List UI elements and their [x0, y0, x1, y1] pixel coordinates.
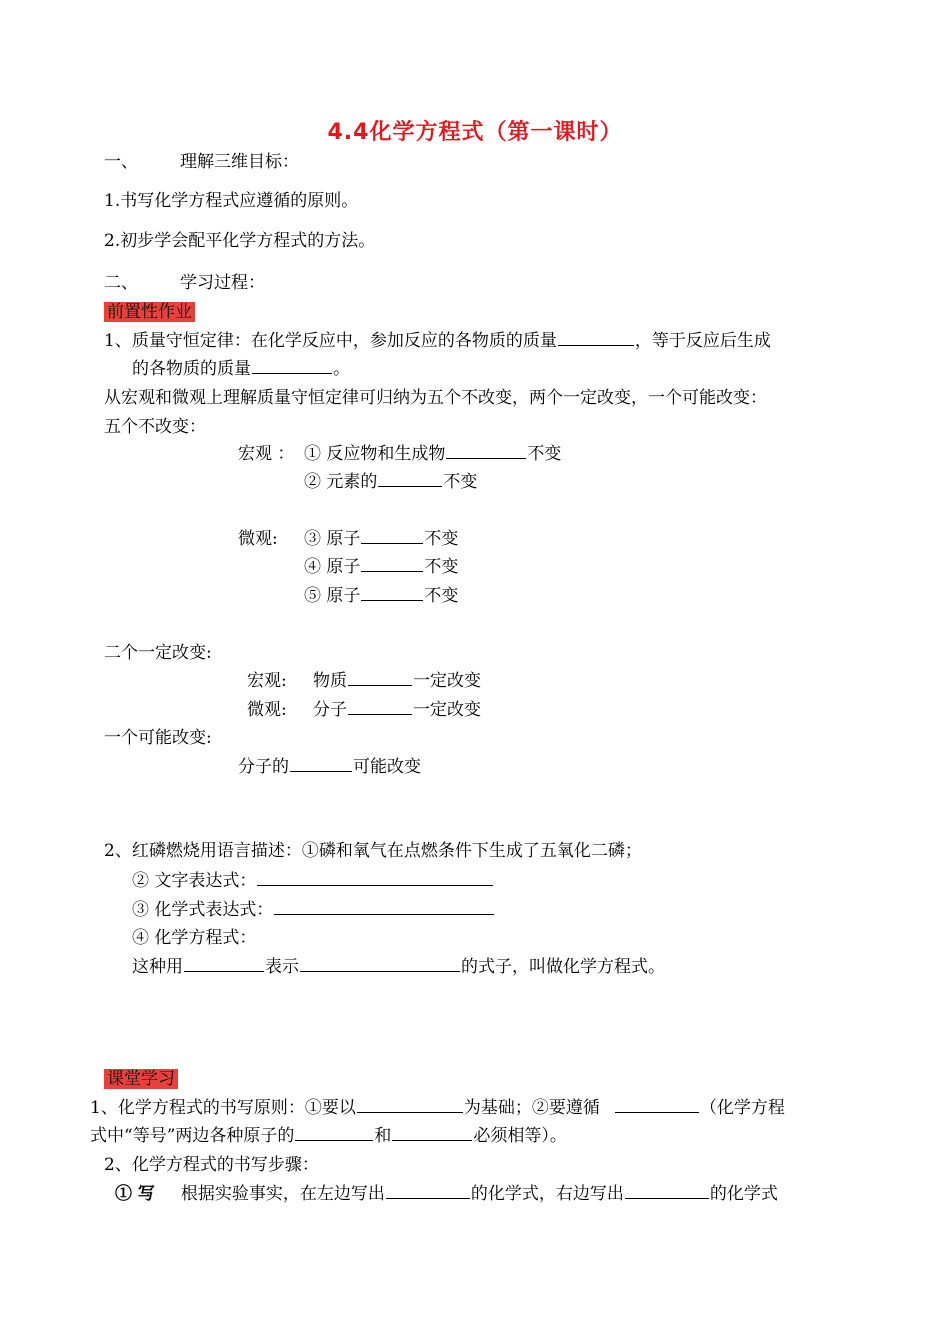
definition-text-a: 这种用	[132, 957, 183, 977]
blank-products[interactable]	[625, 1182, 709, 1199]
blank-atom-kind[interactable]	[295, 1124, 373, 1141]
possible-change-text: 分子的	[238, 757, 289, 777]
question-2-description: 2、红磷燃烧用语言描述：①磷和氧气在点燃条件下生成了五氧化二磷；	[104, 841, 642, 861]
unchanged-item-2-text: ② 元素的	[304, 472, 378, 492]
formula-expression-label: ③ 化学式表达式：	[132, 900, 274, 920]
changed-micro-text: 分子	[313, 700, 347, 720]
word-equation-line	[132, 869, 494, 893]
section-one-number: 一、	[104, 152, 138, 172]
writing-step-text-c: 的化学式	[709, 1184, 778, 1204]
macro-label: 宏观 ：	[238, 444, 295, 464]
question-1-line-2	[132, 357, 350, 381]
changed-micro-label: 微观:	[247, 700, 287, 720]
unchanged-item-4-text: ④ 原子	[304, 557, 361, 577]
writing-step-number: ① 写	[115, 1184, 155, 1204]
unchanged-item-1-suffix: 不变	[527, 444, 562, 464]
blank-definition-1[interactable]	[184, 955, 264, 972]
blank-law[interactable]	[615, 1096, 699, 1113]
blank-unchanged-4[interactable]	[361, 555, 423, 572]
changed-macro-item	[313, 669, 481, 693]
section-two-number: 二、	[104, 273, 138, 293]
question-1-text-c: 的各物质的质量	[132, 359, 251, 379]
blank-definition-2[interactable]	[300, 955, 460, 972]
objective-2: 2.初步学会配平化学方程式的方法。	[104, 231, 376, 251]
classroom-q1-line-1	[90, 1096, 785, 1120]
section-two-heading: 学习过程：	[180, 273, 265, 293]
two-changed-title: 二个一定改变:	[104, 643, 212, 663]
unchanged-item-5	[304, 584, 458, 608]
classroom-q1-text-e: 和	[374, 1126, 392, 1146]
classroom-q1-text-c: （化学方程	[699, 1098, 785, 1118]
blank-unchanged-5[interactable]	[361, 584, 423, 601]
changed-micro-item	[313, 698, 481, 722]
unchanged-item-2-suffix: 不变	[443, 472, 478, 492]
page-title: 4.4化学方程式（第一课时）	[327, 120, 623, 145]
micro-label: 微观:	[238, 529, 278, 549]
five-unchanged-title: 五个不改变：	[104, 417, 206, 437]
section-one-heading: 理解三维目标：	[180, 152, 299, 172]
definition-line	[132, 955, 665, 979]
classroom-q1-text-a: 1、化学方程式的书写原则：①要以	[90, 1098, 356, 1118]
blank-reactant-mass[interactable]	[558, 329, 634, 346]
unchanged-item-3-suffix: 不变	[424, 529, 459, 549]
question-1-text-b: ，等于反应后生成	[634, 331, 771, 351]
changed-micro-suffix: 一定改变	[413, 700, 481, 720]
classroom-q1-text-f: 必须相等）。	[473, 1126, 567, 1146]
blank-changed-micro[interactable]	[348, 698, 412, 715]
one-possible-change-title: 一个可能改变:	[104, 728, 212, 748]
unchanged-item-3	[304, 527, 458, 551]
objective-1: 1.书写化学方程式应遵循的原则。	[104, 191, 359, 211]
unchanged-item-4	[304, 555, 458, 579]
blank-unchanged-2[interactable]	[378, 470, 442, 487]
blank-basis[interactable]	[357, 1096, 463, 1113]
classroom-study-label: 课堂学习	[104, 1069, 178, 1089]
unchanged-item-2	[304, 470, 477, 494]
writing-step-line	[115, 1182, 778, 1206]
blank-possible-change[interactable]	[290, 755, 352, 772]
definition-text-c: 的式子，叫做化学方程式。	[461, 957, 665, 977]
question-1-line-1	[104, 329, 771, 353]
chemical-equation-label: ④ 化学方程式：	[132, 928, 257, 948]
question-1-text-d: 。	[333, 359, 350, 379]
classroom-study-tag	[104, 1067, 178, 1091]
unchanged-item-4-suffix: 不变	[424, 557, 459, 577]
blank-unchanged-1[interactable]	[446, 442, 526, 459]
possible-change-item	[238, 755, 421, 779]
macro-micro-summary: 从宏观和微观上理解质量守恒定律可归纳为五个不改变，两个一定改变，一个可能改变：	[104, 388, 767, 408]
changed-macro-text: 物质	[313, 671, 347, 691]
blank-reactants[interactable]	[386, 1182, 470, 1199]
unchanged-item-5-text: ⑤ 原子	[304, 586, 361, 606]
writing-step-text-b: 的化学式，右边写出	[470, 1184, 624, 1204]
unchanged-item-1	[304, 442, 561, 466]
blank-formula-expression[interactable]	[274, 898, 494, 915]
classroom-q1-text-d: 式中“等号”两边各种原子的	[90, 1126, 295, 1146]
changed-macro-suffix: 一定改变	[413, 671, 481, 691]
changed-macro-label: 宏观:	[247, 671, 287, 691]
blank-atom-number[interactable]	[392, 1124, 472, 1141]
possible-change-suffix: 可能改变	[353, 757, 421, 777]
blank-unchanged-3[interactable]	[361, 527, 423, 544]
preview-homework-tag	[104, 300, 195, 324]
definition-text-b: 表示	[265, 957, 299, 977]
classroom-q2: 2、化学方程式的书写步骤：	[104, 1155, 319, 1175]
unchanged-item-5-suffix: 不变	[424, 586, 459, 606]
classroom-q1-line-2	[90, 1124, 567, 1148]
unchanged-item-1-text: ① 反应物和生成物	[304, 444, 446, 464]
question-1-text-a: 1、质量守恒定律：在化学反应中，参加反应的各物质的质量	[104, 331, 557, 351]
formula-expression-line	[132, 898, 495, 922]
writing-step-text-a: 根据实验事实，在左边写出	[180, 1184, 385, 1204]
blank-word-equation[interactable]	[257, 869, 493, 886]
blank-changed-macro[interactable]	[348, 669, 412, 686]
preview-homework-label: 前置性作业	[104, 302, 195, 322]
classroom-q1-text-b: 为基础；②要遵循	[463, 1098, 600, 1118]
word-equation-label: ② 文字表达式：	[132, 871, 257, 891]
unchanged-item-3-text: ③ 原子	[304, 529, 361, 549]
blank-product-mass[interactable]	[252, 357, 332, 374]
